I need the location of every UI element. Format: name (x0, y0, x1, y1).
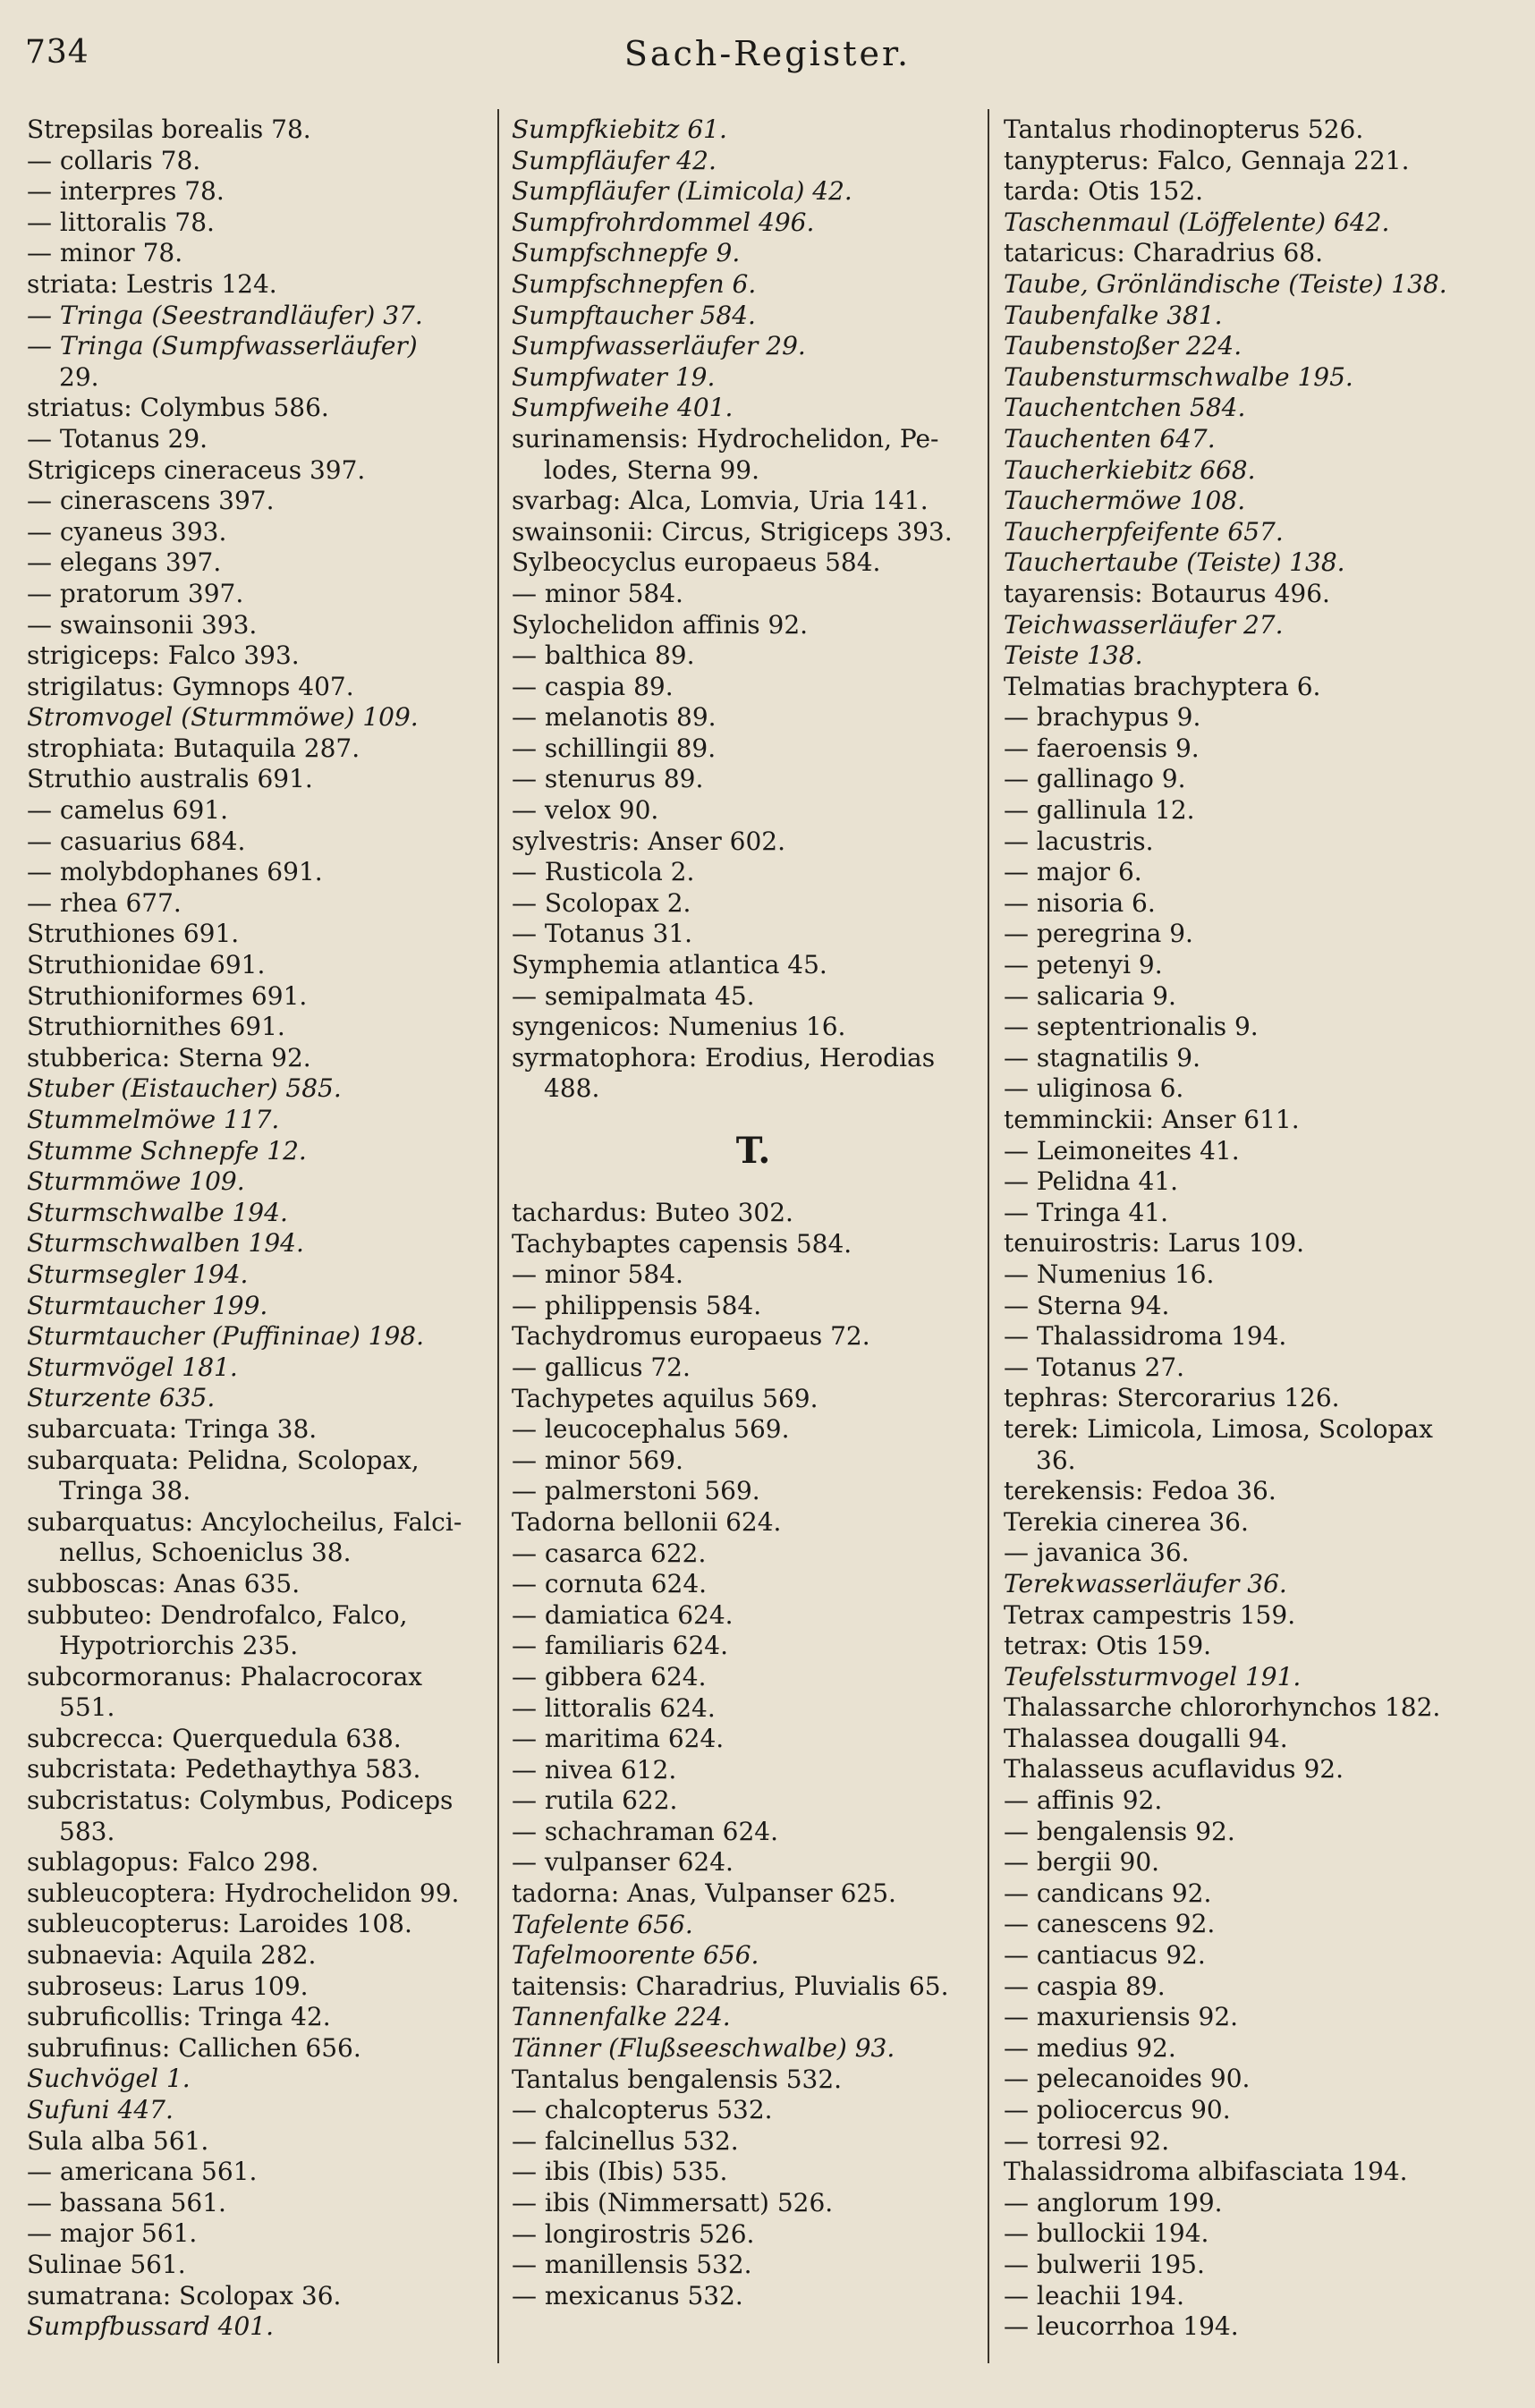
index-entry: — rutila 622. (512, 1785, 678, 1816)
index-entry: — elegans 397. (27, 547, 222, 578)
index-entry: subcrecca: Querquedula 638. (27, 1723, 402, 1753)
index-entry: tadorna: Anas, Vulpanser 625. (512, 1878, 896, 1909)
index-entry: surinamensis: Hydrochelidon, Pe- (512, 423, 939, 454)
index-entry: — balthica 89. (512, 640, 695, 671)
index-entry: Struthioniformes 691. (27, 980, 308, 1011)
index-entry: Symphemia atlantica 45. (512, 950, 827, 980)
index-entry: — Tringa (Sumpfwasserläufer) (27, 331, 418, 361)
index-entry: Stuber (Eistaucher) 585. (27, 1073, 342, 1104)
index-entry: Sumpfkiebitz 61. (512, 114, 727, 144)
index-entry: — velox 90. (512, 795, 659, 826)
index-entry: subcormoranus: Phalacrocorax (27, 1661, 423, 1692)
index-entry: — nivea 612. (512, 1754, 677, 1785)
index-entry: Sturmtaucher 199. (27, 1290, 268, 1320)
index-entry: Tauchertaube (Teiste) 138. (1004, 547, 1345, 578)
index-entry: Tafelmoorente 656. (512, 1940, 759, 1971)
index-entry: Hypotriorchis 235. (59, 1631, 299, 1661)
index-entry: — pelecanoides 90. (1004, 2064, 1251, 2094)
index-entry: subleucopterus: Laroides 108. (27, 1909, 412, 1939)
index-entry: subbuteo: Dendrofalco, Falco, (27, 1599, 408, 1630)
index-entry: tenuirostris: Larus 109. (1004, 1228, 1305, 1259)
index-entry: — bullockii 194. (1004, 2218, 1209, 2249)
index-entry: Sulinae 561. (27, 2249, 186, 2279)
index-entry: — Totanus 31. (512, 919, 693, 949)
index-entry: — Pelidna 41. (1004, 1166, 1179, 1197)
index-entry: Tantalus rhodinopterus 526. (1004, 114, 1364, 144)
index-entry: Sturmvögel 181. (27, 1352, 238, 1382)
index-entry: Struthiornithes 691. (27, 1012, 285, 1042)
index-entry: — Totanus 27. (1004, 1352, 1185, 1382)
index-entry: — lacustris. (1004, 826, 1154, 856)
index-entry: Taube, Grönländische (Teiste) 138. (1004, 268, 1447, 299)
index-entry: — littoralis 78. (27, 207, 215, 237)
index-entry: Thalassarche chlororhynchos 182. (1004, 1692, 1441, 1723)
index-entry: Sumpfwater 19. (512, 361, 716, 392)
index-entry: sylvestris: Anser 602. (512, 826, 786, 856)
index-entry: subrufinus: Callichen 656. (27, 2032, 361, 2063)
index-entry: subarquata: Pelidna, Scolopax, (27, 1445, 420, 1475)
index-column-2-s (512, 114, 995, 1105)
index-entry: subcristata: Pedethaythya 583. (27, 1754, 421, 1785)
index-entry: strigilatus: Gymnops 407. (27, 671, 354, 701)
index-entry: Tetrax campestris 159. (1004, 1599, 1296, 1630)
index-entry: — caspia 89. (512, 671, 674, 701)
index-entry: — Scolopax 2. (512, 887, 691, 918)
index-entry: 29. (59, 361, 99, 392)
index-entry: — gallinago 9. (1004, 764, 1186, 794)
index-entry: — minor 569. (512, 1445, 683, 1475)
index-entry: — molybdophanes 691. (27, 857, 323, 887)
index-entry: — cantiacus 92. (1004, 1940, 1206, 1971)
index-entry: — Tringa 41. (1004, 1197, 1168, 1227)
index-entry: — Rusticola 2. (512, 857, 695, 887)
index-entry: — major 561. (27, 2218, 198, 2249)
index-entry: terek: Limicola, Limosa, Scolopax (1004, 1413, 1433, 1444)
index-entry: — melanotis 89. (512, 702, 717, 733)
index-entry: — leucorrhoa 194. (1004, 2311, 1239, 2342)
index-entry: lodes, Sterna 99. (544, 454, 760, 485)
index-column-2 (512, 114, 995, 2311)
index-entry: — cyaneus 393. (27, 516, 227, 547)
index-entry: Taubenstoßer 224. (1004, 331, 1242, 361)
index-entry: subleucoptera: Hydrochelidon 99. (27, 1878, 460, 1908)
index-entry: Tachypetes aquilus 569. (512, 1383, 818, 1413)
index-entry: — vulpanser 624. (512, 1847, 734, 1878)
index-entry: Sylochelidon affinis 92. (512, 609, 809, 640)
index-entry: — semipalmata 45. (512, 980, 755, 1011)
index-entry: Struthiones 691. (27, 919, 240, 949)
index-entry: — caspia 89. (1004, 1971, 1166, 2001)
index-entry: — littoralis 624. (512, 1692, 716, 1723)
index-entry: — mexicanus 532. (512, 2280, 743, 2310)
index-entry: — maritima 624. (512, 1724, 725, 1754)
index-entry: Thalassea dougalli 94. (1004, 1723, 1288, 1753)
index-entry: — ibis (Nimmersatt) 526. (512, 2188, 834, 2217)
index-entry: Sumpfrohrdommel 496. (512, 207, 815, 237)
index-entry: Tannenfalke 224. (512, 2002, 731, 2032)
index-entry: stubberica: Sterna 92. (27, 1042, 311, 1073)
index-entry: svarbag: Alca, Lomvia, Uria 141. (512, 486, 929, 516)
index-entry: — Leimoneites 41. (1004, 1135, 1240, 1166)
index-entry: — petenyi 9. (1004, 950, 1163, 980)
index-entry: Taubenfalke 381. (1004, 300, 1223, 330)
index-entry: — rhea 677. (27, 887, 182, 918)
index-entry: swainsonii: Circus, Strigiceps 393. (512, 516, 953, 547)
index-entry: tarda: Otis 152. (1004, 176, 1204, 207)
index-entry: Sula alba 561. (27, 2125, 209, 2156)
index-entry: — philippensis 584. (512, 1290, 762, 1320)
index-entry: — collaris 78. (27, 145, 201, 175)
index-entry: — schachraman 624. (512, 1816, 778, 1846)
index-entry: — bassana 561. (27, 2187, 226, 2217)
index-entry: 36. (1036, 1445, 1076, 1475)
section-letter-heading: T. (735, 1130, 771, 1172)
index-entry: Sturzente 635. (27, 1383, 216, 1413)
index-entry: Teufelssturmvogel 191. (1004, 1661, 1302, 1692)
index-entry: — Sterna 94. (1004, 1290, 1170, 1320)
index-entry: Tadorna bellonii 624. (512, 1506, 782, 1537)
index-entry: tephras: Stercorarius 126. (1004, 1383, 1340, 1413)
index-entry: — minor 584. (512, 1259, 683, 1290)
index-entry: Suchvögel 1. (27, 2064, 191, 2094)
index-entry: — javanica 36. (1004, 1538, 1190, 1568)
index-entry: — Thalassidroma 194. (1004, 1321, 1287, 1352)
index-entry: Terekia cinerea 36. (1004, 1506, 1249, 1537)
index-entry: — uliginosa 6. (1004, 1073, 1184, 1104)
index-entry: temminckii: Anser 611. (1004, 1105, 1300, 1134)
index-column-1 (27, 114, 510, 2343)
index-entry: Thalassidroma albifasciata 194. (1004, 2157, 1408, 2187)
index-entry: Sumpfweihe 401. (512, 393, 734, 423)
index-entry: — longirostris 526. (512, 2218, 755, 2249)
index-entry: Telmatias brachyptera 6. (1004, 671, 1321, 701)
index-entry: Sumpfwasserläufer 29. (512, 331, 806, 361)
index-entry: — nisoria 6. (1004, 887, 1156, 918)
index-entry: — chalcopterus 532. (512, 2095, 773, 2125)
index-entry: subarcuata: Tringa 38. (27, 1413, 318, 1444)
index-entry: Sturmschwalben 194. (27, 1228, 304, 1259)
index-entry: Sumpfläufer (Limicola) 42. (512, 176, 852, 207)
index-entry: Tafelente 656. (512, 1909, 693, 1939)
index-entry: Terekwasserläufer 36. (1004, 1568, 1287, 1598)
index-entry: — casarca 622. (512, 1538, 707, 1568)
index-entry: tanypterus: Falco, Gennaja 221. (1004, 145, 1410, 175)
index-entry: tachardus: Buteo 302. (512, 1198, 793, 1227)
index-entry: strigiceps: Falco 393. (27, 640, 300, 671)
index-entry: — swainsonii 393. (27, 609, 258, 640)
index-entry: Sturmmöwe 109. (27, 1166, 245, 1197)
index-column-3 (1004, 114, 1506, 2343)
index-entry: tayarensis: Botaurus 496. (1004, 578, 1330, 608)
index-entry: — camelus 691. (27, 795, 228, 826)
index-entry: — ibis (Ibis) 535. (512, 2157, 728, 2187)
index-entry: — gallinula 12. (1004, 795, 1195, 826)
index-entry: Struthio australis 691. (27, 764, 313, 794)
page-number: 734 (25, 34, 89, 71)
index-entry: — cinerascens 397. (27, 486, 275, 516)
index-entry: Teiste 138. (1004, 640, 1143, 671)
index-entry: 488. (544, 1073, 600, 1104)
index-entry: syrmatophora: Erodius, Herodias (512, 1042, 936, 1073)
index-entry: Sumpfbussard 401. (27, 2311, 274, 2342)
index-entry: tetrax: Otis 159. (1004, 1631, 1212, 1661)
index-entry: — casuarius 684. (27, 826, 246, 856)
index-entry: Taubensturmschwalbe 195. (1004, 361, 1353, 392)
index-entry: — septentrionalis 9. (1004, 1012, 1259, 1042)
index-entry: Thalasseus acuflavidus 92. (1004, 1754, 1344, 1785)
index-entry: tataricus: Charadrius 68. (1004, 238, 1323, 268)
index-entry: Sumpftaucher 584. (512, 300, 756, 330)
index-entry: nellus, Schoeniclus 38. (59, 1538, 352, 1568)
index-entry: — bulwerii 195. (1004, 2249, 1205, 2279)
index-entry: — major 6. (1004, 857, 1142, 887)
index-entry: — falcinellus 532. (512, 2125, 739, 2156)
index-entry: Stromvogel (Sturmmöwe) 109. (27, 702, 419, 733)
index-entry: Struthionidae 691. (27, 950, 266, 980)
index-entry: subruficollis: Tringa 42. (27, 2002, 331, 2032)
index-entry: — canescens 92. (1004, 1909, 1216, 1939)
index-entry: — schillingii 89. (512, 733, 717, 763)
index-entry: Stummelmöwe 117. (27, 1105, 280, 1134)
index-entry: — bengalensis 92. (1004, 1816, 1235, 1846)
index-entry: — faeroensis 9. (1004, 733, 1200, 763)
index-entry: — stenurus 89. (512, 764, 704, 794)
index-entry: — leachii 194. (1004, 2280, 1184, 2310)
index-entry: subboscas: Anas 635. (27, 1568, 301, 1598)
index-entry: — interpres 78. (27, 176, 225, 207)
index-entry: Sumpfschnepfe 9. (512, 238, 741, 268)
index-entry: Sumpfläufer 42. (512, 145, 717, 175)
index-entry: terekensis: Fedoa 36. (1004, 1476, 1276, 1506)
index-entry: — poliocercus 90. (1004, 2095, 1231, 2124)
index-entry: — gallicus 72. (512, 1352, 691, 1382)
index-entry: Sylbeocyclus europaeus 584. (512, 547, 881, 578)
index-entry: — pratorum 397. (27, 578, 244, 608)
index-entry: Tauchenten 647. (1004, 423, 1216, 454)
index-entry: — maxuriensis 92. (1004, 2002, 1239, 2032)
index-entry: — manillensis 532. (512, 2250, 752, 2280)
index-entry: — stagnatilis 9. (1004, 1042, 1200, 1073)
index-entry: sublagopus: Falco 298. (27, 1847, 319, 1878)
index-entry: Tringa 38. (59, 1476, 191, 1506)
index-entry: Tauchentchen 584. (1004, 393, 1246, 423)
index-entry: — cornuta 624. (512, 1569, 708, 1599)
running-head: Sach-Register. (623, 34, 912, 73)
index-entry: Taucherpfeifente 657. (1004, 516, 1284, 547)
index-entry: — brachypus 9. (1004, 702, 1201, 733)
index-entry: Taschenmaul (Löffelente) 642. (1004, 207, 1390, 237)
index-entry: Tänner (Flußseeschwalbe) 93. (512, 2033, 895, 2064)
index-entry: — Numenius 16. (1004, 1259, 1215, 1289)
index-entry: — americana 561. (27, 2157, 258, 2187)
index-entry: striatus: Colymbus 586. (27, 393, 329, 423)
index-entry: — minor 584. (512, 578, 683, 608)
index-entry: — peregrina 9. (1004, 919, 1193, 949)
index-entry: — Tringa (Seestrandläufer) 37. (27, 300, 423, 330)
index-entry: Teichwasserläufer 27. (1004, 609, 1284, 640)
index-entry: — candicans 92. (1004, 1878, 1212, 1908)
index-entry: subroseus: Larus 109. (27, 1971, 309, 2001)
index-entry: subnaevia: Aquila 282. (27, 1940, 317, 1971)
index-entry: Sturmsegler 194. (27, 1259, 249, 1289)
index-entry: Stumme Schnepfe 12. (27, 1135, 307, 1166)
index-entry: Strepsilas borealis 78. (27, 114, 311, 144)
index-entry: Sturmschwalbe 194. (27, 1197, 288, 1227)
index-entry: — medius 92. (1004, 2032, 1176, 2063)
index-entry: Sumpfschnepfen 6. (512, 268, 757, 299)
index-entry: sumatrana: Scolopax 36. (27, 2280, 342, 2310)
index-entry: Taucherkiebitz 668. (1004, 454, 1256, 485)
index-entry: — leucocephalus 569. (512, 1414, 790, 1445)
index-entry: — damiatica 624. (512, 1599, 734, 1630)
index-entry: — palmerstoni 569. (512, 1476, 760, 1506)
index-entry: — minor 78. (27, 238, 183, 268)
index-entry: Tantalus bengalensis 532. (512, 2064, 843, 2094)
index-column-2-t (512, 1198, 995, 2311)
index-entry: Strigiceps cineraceus 397. (27, 454, 366, 485)
index-entry: Tachybaptes capensis 584. (512, 1228, 852, 1259)
index-entry: — salicaria 9. (1004, 980, 1176, 1011)
index-entry: strophiata: Butaquila 287. (27, 733, 360, 763)
index-entry: — familiaris 624. (512, 1631, 729, 1661)
index-entry: syngenicos: Numenius 16. (512, 1012, 846, 1042)
index-entry: Tauchermöwe 108. (1004, 486, 1246, 516)
index-entry: — anglorum 199. (1004, 2187, 1223, 2217)
index-entry: taitensis: Charadrius, Pluvialis 65. (512, 1971, 949, 2001)
index-entry: 551. (59, 1692, 115, 1723)
index-entry: subarquatus: Ancylocheilus, Falci- (27, 1506, 462, 1537)
index-entry: 583. (59, 1816, 115, 1846)
index-entry: — bergii 90. (1004, 1847, 1160, 1878)
index-entry: Tachydromus europaeus 72. (512, 1321, 870, 1352)
index-entry: striata: Lestris 124. (27, 268, 277, 299)
index-entry: — Totanus 29. (27, 423, 208, 454)
index-entry: — torresi 92. (1004, 2125, 1170, 2156)
index-entry: Sturmtaucher (Puffininae) 198. (27, 1321, 424, 1352)
index-entry: — affinis 92. (1004, 1785, 1163, 1816)
index-entry: — gibbera 624. (512, 1661, 707, 1692)
index-entry: subcristatus: Colymbus, Podiceps (27, 1785, 454, 1816)
index-entry: Sufuni 447. (27, 2095, 174, 2124)
